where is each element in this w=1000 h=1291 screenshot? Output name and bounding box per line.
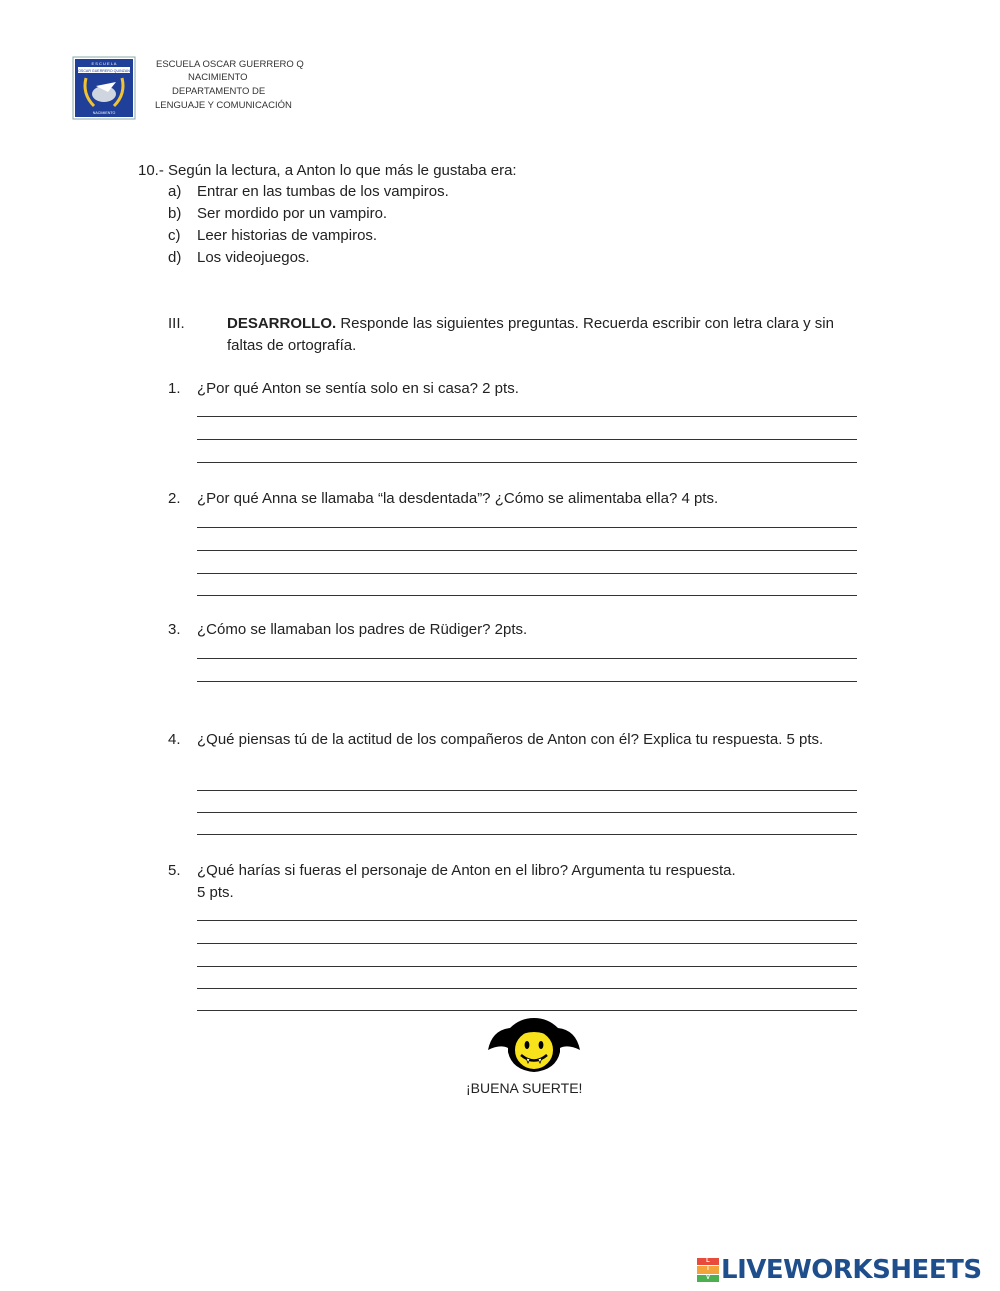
question-5-text: ¿Qué harías si fueras el personaje de Anton en el libro? Argumenta tu respuesta.: [197, 862, 736, 879]
option-text: Ser mordido por un vampiro.: [197, 205, 388, 222]
answer-line[interactable]: [197, 920, 857, 921]
question-number: 3.: [168, 621, 181, 638]
school-name: ESCUELA OSCAR GUERRERO Q: [156, 59, 304, 70]
answer-line[interactable]: [197, 966, 857, 967]
question-number: 4.: [168, 731, 181, 748]
option-letter: d): [168, 249, 182, 266]
logo-top-text: E S C U E L A: [91, 61, 117, 66]
option-text: Leer historias de vampiros.: [197, 227, 378, 244]
school-city: NACIMIENTO: [188, 72, 248, 83]
answer-line[interactable]: [197, 439, 857, 440]
liveworksheets-logo[interactable]: [697, 1254, 982, 1286]
brand-mark-letter: L: [697, 1258, 719, 1265]
answer-line[interactable]: [197, 550, 857, 551]
question-2-text: ¿Por qué Anna se llamaba “la desdentada”? ¿Cómo se alimentaba ella? 4 pts.: [197, 490, 719, 507]
good-luck-text: ¡BUENA SUERTE!: [466, 1080, 583, 1096]
brand-mark-icon: [697, 1258, 719, 1282]
logo-name-text: OSCAR GUERRERO QUINZAN: [78, 69, 130, 73]
answer-line[interactable]: [197, 988, 857, 989]
answer-line[interactable]: [197, 812, 857, 813]
question-number: 5.: [168, 862, 181, 879]
option-c[interactable]: [168, 225, 377, 247]
question-4-text: ¿Qué piensas tú de la actitud de los compañeros de Anton con él? Explica tu respuesta. 5 pts.: [197, 731, 824, 748]
department-label: DEPARTAMENTO DE: [172, 86, 266, 97]
brand-mark-letter: I: [697, 1266, 719, 1273]
question-1-text: ¿Por qué Anton se sentía solo en si casa? 2 pts.: [197, 380, 519, 397]
subject-area: LENGUAJE Y COMUNICACIÓN: [155, 100, 292, 111]
option-a[interactable]: [168, 181, 449, 203]
question-10-text: 10.- Según la lectura, a Anton lo que más le gustaba era:: [138, 162, 517, 179]
question-number: 1.: [168, 380, 181, 397]
answer-line[interactable]: [197, 573, 857, 574]
logo-bottom-text: NACIMIENTO: [92, 111, 116, 115]
option-text: Los videojuegos.: [197, 249, 310, 266]
section-number: III.: [168, 315, 185, 332]
question-3-text: ¿Cómo se llamaban los padres de Rüdiger? 2pts.: [197, 621, 528, 638]
section-instructions: Responde las siguientes preguntas. Recuerda escribir con letra clara y sin faltas de ortografía.: [227, 315, 834, 354]
brand-name: LIVEWORKSHEETS: [721, 1255, 982, 1285]
question-number: 2.: [168, 490, 181, 507]
answer-line[interactable]: [197, 595, 857, 596]
vampire-smiley-icon: [486, 1016, 582, 1076]
answer-line[interactable]: [197, 943, 857, 944]
brand-mark-letter: V: [697, 1275, 719, 1282]
option-b[interactable]: [168, 203, 387, 225]
option-letter: c): [168, 227, 181, 244]
question-5-points: 5 pts.: [197, 884, 234, 901]
option-letter: b): [168, 205, 182, 222]
option-text: Entrar en las tumbas de los vampiros.: [197, 183, 449, 200]
answer-line[interactable]: [197, 790, 857, 791]
answer-line[interactable]: [197, 834, 857, 835]
answer-line[interactable]: [197, 527, 857, 528]
answer-line[interactable]: [197, 462, 857, 463]
school-logo: [72, 56, 136, 120]
section-instructions-block: [227, 313, 847, 357]
option-d[interactable]: [168, 247, 310, 269]
answer-line[interactable]: [197, 1010, 857, 1011]
answer-line[interactable]: [197, 658, 857, 659]
option-letter: a): [168, 183, 182, 200]
answer-line[interactable]: [197, 416, 857, 417]
section-title: DESARROLLO.: [227, 315, 337, 332]
answer-line[interactable]: [197, 681, 857, 682]
